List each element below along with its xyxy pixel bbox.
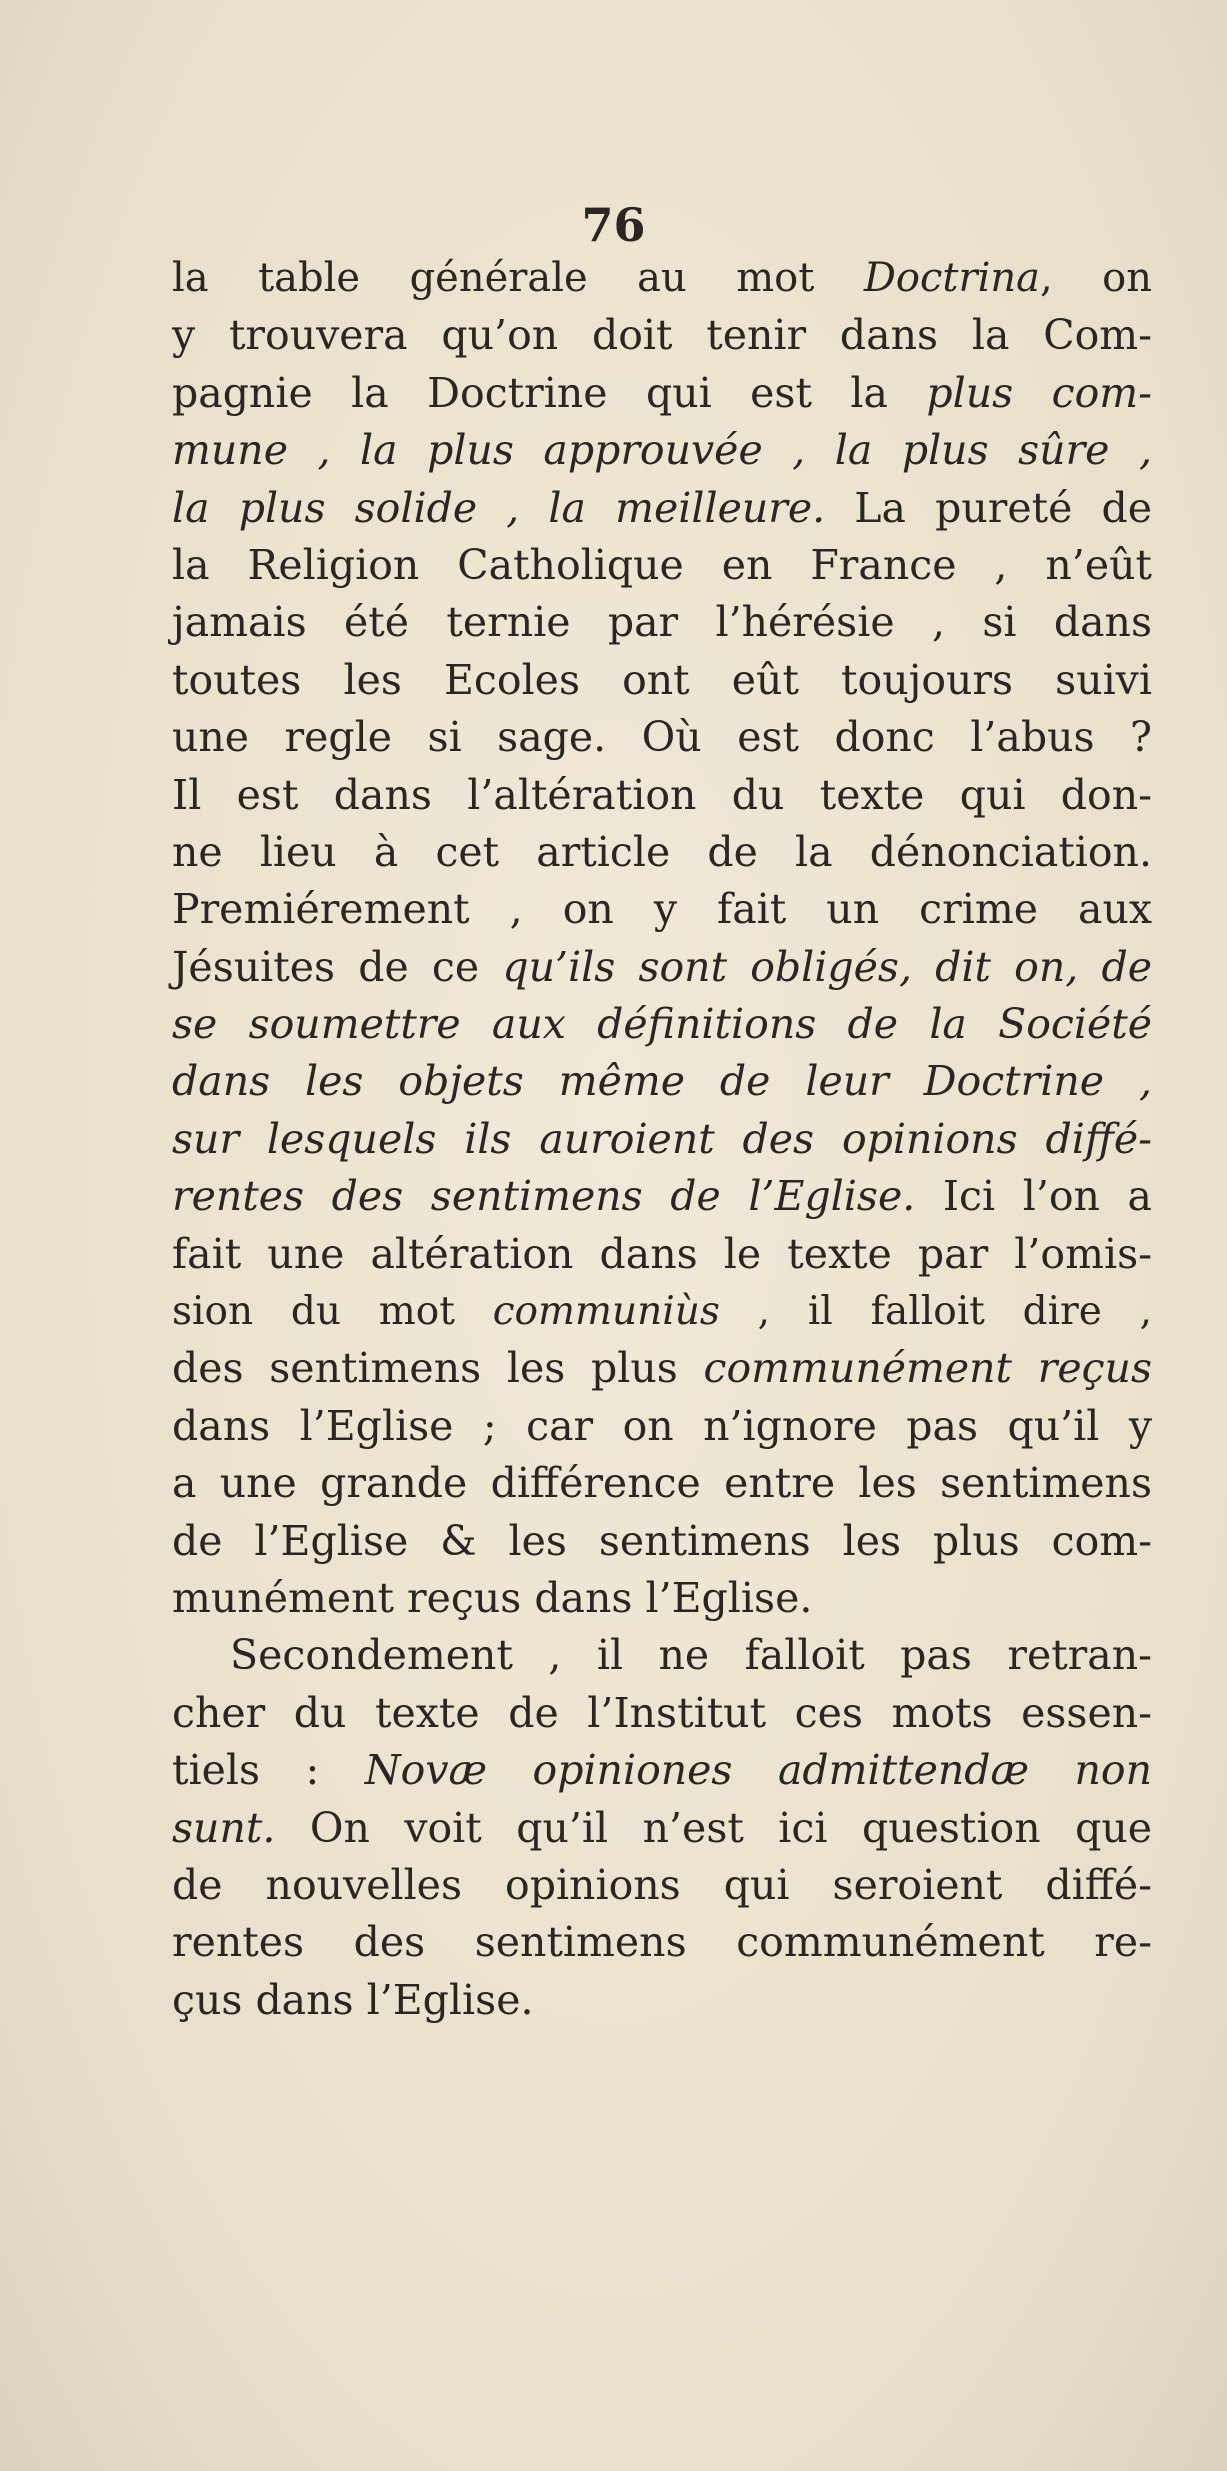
italic-text-segment: plus com- bbox=[926, 368, 1152, 417]
text-segment: y trouvera qu’on doit tenir dans la Com- bbox=[172, 311, 1152, 360]
text-segment: une regle si sage. Où est donc l’abus ? bbox=[172, 713, 1152, 762]
italic-text-segment: communément reçus bbox=[703, 1344, 1152, 1393]
text-segment: Jésuites de ce bbox=[172, 942, 503, 991]
text-line bbox=[172, 422, 1152, 479]
italic-text-segment: communiùs bbox=[492, 1289, 720, 1335]
text-segment: Premiérement , on y fait un crime aux bbox=[172, 885, 1152, 934]
text-line bbox=[172, 1340, 1152, 1397]
text-line bbox=[172, 881, 1152, 938]
italic-text-segment: sur lesquels ils auroient des opinions diffé- bbox=[172, 1114, 1152, 1163]
text-line bbox=[172, 1972, 1152, 2029]
text-line bbox=[172, 824, 1152, 881]
text-segment: sion du mot bbox=[172, 1289, 493, 1335]
text-segment: fait une altération dans le texte par l’omis- bbox=[172, 1229, 1152, 1278]
italic-text-segment: Doctrina bbox=[863, 255, 1040, 301]
text-line bbox=[172, 652, 1152, 709]
text-segment: dans l’Eglise ; car on n’ignore pas qu’il y bbox=[172, 1401, 1152, 1450]
text-segment: , il falloit dire , bbox=[719, 1289, 1152, 1335]
text-line bbox=[172, 1685, 1152, 1742]
italic-text-segment: la plus solide , la meilleure. bbox=[172, 483, 826, 532]
text-segment: La pureté de bbox=[825, 483, 1152, 532]
text-line bbox=[172, 250, 1152, 307]
text-segment: On voit qu’il n’est ici question que bbox=[275, 1803, 1152, 1852]
text-segment: , on bbox=[1039, 255, 1152, 301]
text-line bbox=[172, 1914, 1152, 1971]
text-line bbox=[172, 1857, 1152, 1914]
italic-text-segment: qu’ils sont obligés, dit on, de bbox=[502, 942, 1152, 991]
text-line bbox=[172, 709, 1152, 766]
text-segment: cher du texte de l’Institut ces mots essen- bbox=[172, 1688, 1152, 1737]
text-line bbox=[172, 1283, 1152, 1340]
text-segment: de nouvelles opinions qui seroient diffé- bbox=[172, 1860, 1152, 1909]
italic-text-segment: dans les objets même de leur Doctrine , bbox=[172, 1057, 1152, 1106]
text-segment: Secondement , il ne falloit pas retran- bbox=[230, 1631, 1152, 1680]
text-line bbox=[172, 480, 1152, 537]
text-line bbox=[172, 1513, 1152, 1570]
page-number: 76 bbox=[581, 198, 646, 252]
text-line bbox=[172, 365, 1152, 422]
text-line bbox=[172, 594, 1152, 651]
text-line bbox=[172, 1800, 1152, 1857]
text-segment: rentes des sentimens communément re- bbox=[172, 1918, 1152, 1967]
text-line bbox=[172, 537, 1152, 594]
text-line bbox=[172, 1627, 1152, 1684]
text-segment: des sentimens les plus bbox=[172, 1344, 704, 1393]
text-line bbox=[172, 996, 1152, 1053]
text-line bbox=[172, 1168, 1152, 1225]
text-segment: Ici l’on a bbox=[915, 1172, 1152, 1221]
text-segment: pagnie la Doctrine qui est la bbox=[172, 368, 927, 417]
italic-text-segment: se soumettre aux définitions de la Société bbox=[172, 1000, 1152, 1049]
text-line bbox=[172, 1570, 1152, 1627]
text-segment: la Religion Catholique en France , n’eût bbox=[172, 540, 1152, 589]
text-line bbox=[172, 1226, 1152, 1283]
body-text bbox=[172, 250, 1152, 2029]
text-segment: çus dans l’Eglise. bbox=[172, 1975, 534, 2024]
text-segment: ne lieu à cet article de la dénonciation. bbox=[172, 827, 1152, 876]
text-line bbox=[172, 1455, 1152, 1512]
text-line bbox=[172, 307, 1152, 364]
text-line bbox=[172, 1111, 1152, 1168]
text-segment: de l’Eglise & les sentimens les plus com- bbox=[172, 1516, 1152, 1565]
italic-text-segment: sunt. bbox=[172, 1803, 276, 1852]
text-line bbox=[172, 767, 1152, 824]
text-line bbox=[172, 939, 1152, 996]
text-segment: toutes les Ecoles ont eût toujours suivi bbox=[172, 655, 1152, 704]
text-segment: munément reçus dans l’Eglise. bbox=[172, 1573, 813, 1622]
text-segment: a une grande différence entre les sentimens bbox=[172, 1459, 1152, 1508]
text-line bbox=[172, 1742, 1152, 1799]
text-segment: tiels : bbox=[172, 1746, 365, 1795]
text-segment: la table générale au mot bbox=[172, 255, 864, 301]
italic-text-segment: Novæ opiniones admittendæ non bbox=[364, 1746, 1152, 1795]
italic-text-segment: mune , la plus approuvée , la plus sûre , bbox=[172, 426, 1152, 475]
text-line bbox=[172, 1398, 1152, 1455]
italic-text-segment: rentes des sentimens de l’Eglise. bbox=[172, 1172, 916, 1221]
text-segment: Il est dans l’altération du texte qui don- bbox=[172, 770, 1152, 819]
text-segment: jamais été ternie par l’hérésie , si dans bbox=[172, 598, 1152, 647]
text-line bbox=[172, 1053, 1152, 1110]
